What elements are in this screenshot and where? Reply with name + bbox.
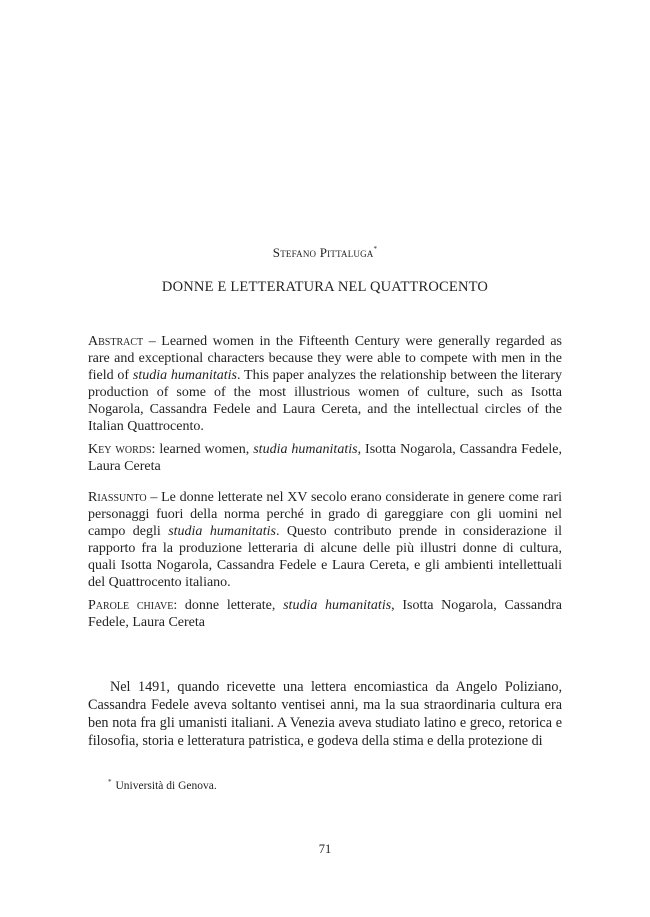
abstract-text-1: – Learned women in the Fifteenth Century were generally regarded as rare and exceptional characters because they were able to compete with men in the field of (88, 334, 562, 383)
riassunto-text-2: . Questo contributo prende in considerazione il rapporto fra la produzione letteraria di alcune delle più illustri donne di cultura, quali Isotta Nogarola, Cassandra Fedele e Laura Cereta, e gli ambienti intellettuali del Quattrocento italiano. (88, 524, 562, 590)
keywords-text-1: : learned women, (151, 442, 254, 457)
parole-chiave-text-1: : donne letterate, (173, 598, 284, 613)
parole-chiave-italic-1: studia humanitatis (283, 598, 392, 613)
footnote (108, 778, 508, 792)
riassunto-paragraph (88, 489, 562, 591)
riassunto-italic-1: studia humanitatis (168, 524, 276, 539)
riassunto-label: Riassunto (88, 490, 147, 505)
keywords-italic-1: studia humanitatis (253, 442, 358, 457)
abstract-text-2: . This paper analyzes the relationship between the literary production of some of the most illustrious women of culture, such as Isotta Nogarola, Cassandra Fedele and Laura Cereta, and the intellectual circles of the Italian Quattrocento. (88, 368, 562, 434)
keywords-paragraph (88, 441, 562, 475)
abstract-paragraph (88, 333, 562, 435)
parole-chiave-paragraph (88, 597, 562, 631)
body-paragraph: Nel 1491, quando ricevette una lettera encomiastica da Angelo Poliziano, Cassandra Fedele aveva soltanto ventisei anni, ma la sua straordinaria cultura era ben nota fra gli umanisti italiani. A Venezia aveva studiato latino e greco, retorica e filosofia, storia e letteratura patristica, e godeva della stima e della protezione di (88, 679, 562, 749)
author-footnote-mark: * (373, 245, 378, 253)
keywords-label: Key words (88, 442, 152, 457)
page-number: 71 (318, 842, 332, 856)
abstract-italic-1: studia humanitatis (132, 368, 237, 383)
keywords-text-2: , Isotta Nogarola, Cassandra Fedele, Laura Cereta (88, 442, 562, 474)
footnote-mark: * (108, 778, 112, 786)
parole-chiave-label: Parole chiave (88, 598, 174, 613)
riassunto-text-1: – Le donne letterate nel XV secolo erano considerate in genere come rari personaggi fuori della norma perché in grado di gareggiare con gli uomini nel campo degli (88, 490, 562, 539)
author-line (0, 245, 650, 261)
parole-chiave-text-2: , Isotta Nogarola, Cassandra Fedele, Laura Cereta (88, 598, 562, 630)
author-name: Stefano Pittaluga (272, 245, 374, 260)
abstract-label: Abstract (88, 334, 144, 349)
footnote-text: Università di Genova. (115, 780, 217, 792)
paper-title: DONNE E LETTERATURA NEL QUATTROCENTO (161, 279, 489, 295)
